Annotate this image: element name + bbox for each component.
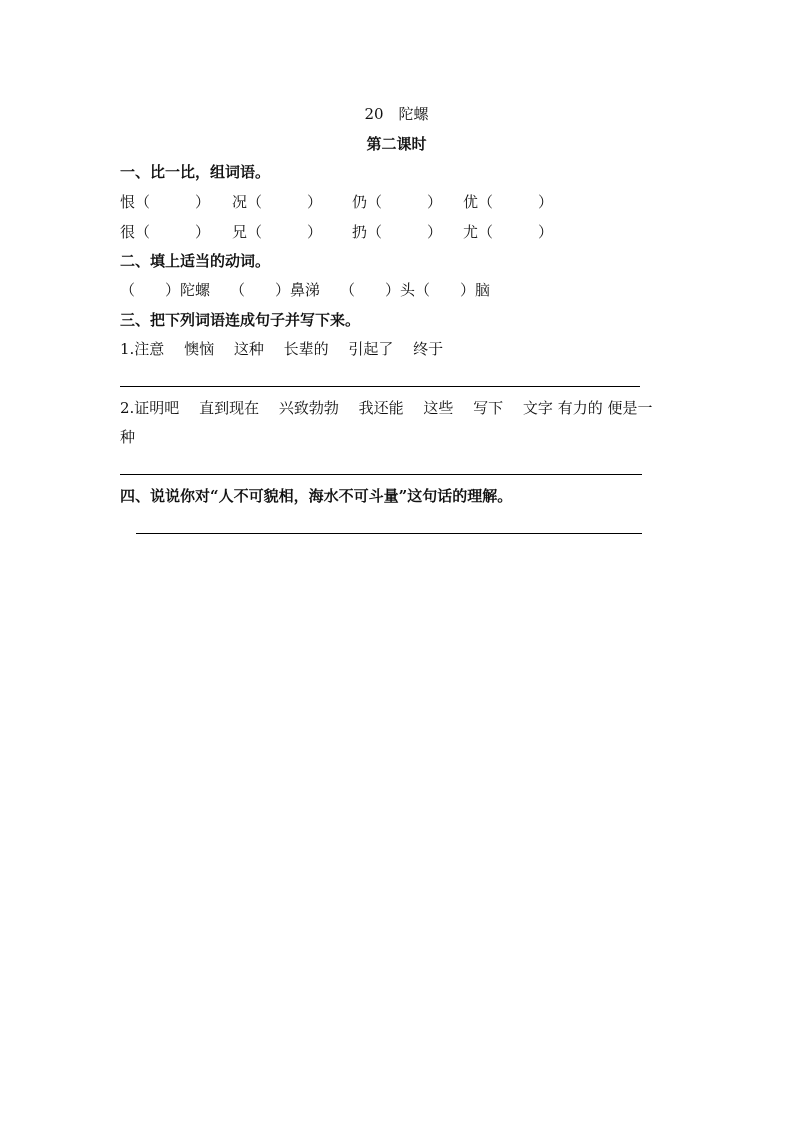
lesson-title: 20 陀螺 (364, 105, 429, 123)
compare-item: 扔（ ） (352, 223, 443, 241)
section3-heading: 三、把下列词语连成句子并写下来。 (120, 311, 361, 329)
section4-heading: 四、说说你对“人不可貌相，海水不可斗量”这句话的理解。 (120, 487, 513, 505)
verb-item: （ ）鼻涕 (230, 281, 321, 299)
answer-line-3[interactable] (136, 533, 642, 534)
answer-line-2[interactable] (120, 474, 642, 475)
compare-item: 很（ ） (120, 223, 211, 241)
compare-item: 优（ ） (463, 193, 554, 211)
verb-item: （ ）头（ ）脑 (340, 281, 491, 299)
question-2-words-continued: 种 (120, 428, 136, 446)
compare-item: 仍（ ） (352, 193, 443, 211)
lesson-subtitle: 第二课时 (366, 135, 427, 153)
compare-item: 兄（ ） (232, 223, 323, 241)
answer-line-1[interactable] (120, 386, 640, 387)
compare-item: 况（ ） (232, 193, 323, 211)
section1-heading: 一、比一比，组词语。 (120, 163, 271, 181)
compare-item: 尤（ ） (463, 223, 554, 241)
question-2-words: 2.证明吧 直到现在 兴致勃勃 我还能 这些 写下 文字 有力的 便是一 (120, 399, 653, 417)
verb-item: （ ）陀螺 (120, 281, 211, 299)
compare-item: 恨（ ） (120, 193, 211, 211)
question-1-words: 1.注意 懊恼 这种 长辈的 引起了 终于 (120, 340, 444, 358)
section2-heading: 二、填上适当的动词。 (120, 252, 271, 270)
